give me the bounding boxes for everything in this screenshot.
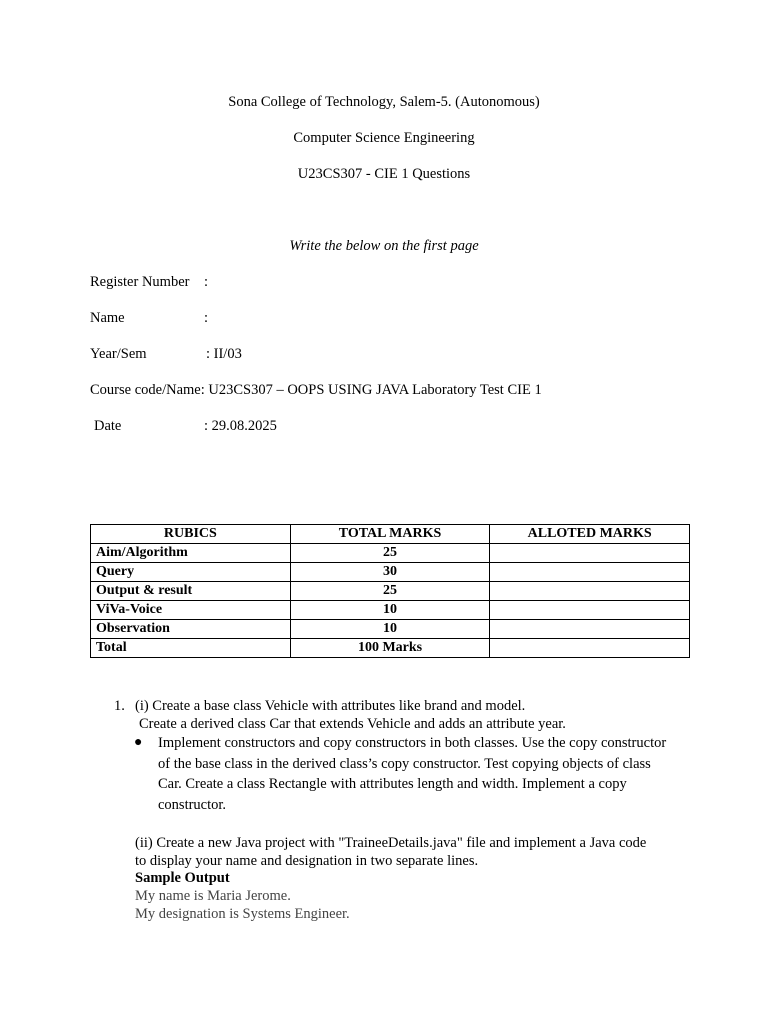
bullet-icon: ●: [134, 735, 143, 750]
rubric-name: ViVa-Voice: [91, 601, 291, 620]
rubric-name: Total: [91, 639, 291, 658]
rubric-alloted: [490, 582, 690, 601]
date-value: : 29.08.2025: [204, 418, 277, 434]
rubric-name: Output & result: [91, 582, 291, 601]
rubric-marks: 10: [290, 601, 490, 620]
table-row: [91, 582, 690, 601]
rubric-marks: 100 Marks: [290, 639, 490, 658]
course-label: Course code/Name: U23CS307 – OOPS USING JAVA Laboratory Test CIE 1: [90, 382, 542, 398]
rubric-alloted: [490, 601, 690, 620]
exam-title: U23CS307 - CIE 1 Questions: [297, 166, 471, 182]
header-total-marks: TOTAL MARKS: [290, 525, 490, 544]
register-number-label: Register Number: [90, 274, 190, 290]
rubric-alloted: [490, 544, 690, 563]
question-number: 1.: [114, 698, 125, 714]
table-row: [91, 601, 690, 620]
rubric-alloted: [490, 563, 690, 582]
table-row: [91, 620, 690, 639]
department-title: Computer Science Engineering: [293, 130, 475, 146]
question-bullet-text: Implement constructors and copy constructors in both classes. Use the copy constructor of the base class in the derived class’s copy constructor. Test copying objects of class Car. Create a class Rectangle with attributes length and width. Implement a copy constructor.: [158, 735, 667, 813]
rubric-marks: 25: [290, 544, 490, 563]
year-sem-label: Year/Sem: [90, 346, 147, 362]
question-part2-line2: to display your name and designation in two separate lines.: [135, 853, 479, 869]
rubric-name: Aim/Algorithm: [91, 544, 291, 563]
instruction-text: Write the below on the first page: [289, 238, 479, 254]
rubric-alloted: [490, 639, 690, 658]
question-part2-line1: (ii) Create a new Java project with "TraineeDetails.java" file and implement a Java code: [135, 835, 647, 851]
register-number-separator: :: [204, 274, 209, 290]
rubric-marks: 30: [290, 563, 490, 582]
sample-output-heading: Sample Output: [135, 870, 230, 886]
name-separator: :: [204, 310, 209, 326]
table-row: [91, 544, 690, 563]
table-header-row: [91, 525, 690, 544]
rubric-marks: 25: [290, 582, 490, 601]
date-label: Date: [94, 418, 122, 434]
rubric-marks: 10: [290, 620, 490, 639]
header-alloted-marks: ALLOTED MARKS: [490, 525, 690, 544]
question-part1-line1: (i) Create a base class Vehicle with attributes like brand and model.: [135, 698, 526, 714]
name-label: Name: [90, 310, 125, 326]
question-part1-line2: Create a derived class Car that extends Vehicle and adds an attribute year.: [139, 716, 566, 732]
header-rubics: RUBICS: [91, 525, 291, 544]
sample-output-line1: My name is Maria Jerome.: [135, 888, 291, 904]
rubric-table: [90, 524, 690, 658]
table-row-total: [91, 639, 690, 658]
rubric-name: Query: [91, 563, 291, 582]
college-title: Sona College of Technology, Salem-5. (Autonomous): [228, 94, 540, 110]
table-row: [91, 563, 690, 582]
rubric-name: Observation: [91, 620, 291, 639]
year-sem-value: : II/03: [206, 346, 242, 362]
rubric-alloted: [490, 620, 690, 639]
sample-output-line2: My designation is Systems Engineer.: [135, 906, 350, 922]
